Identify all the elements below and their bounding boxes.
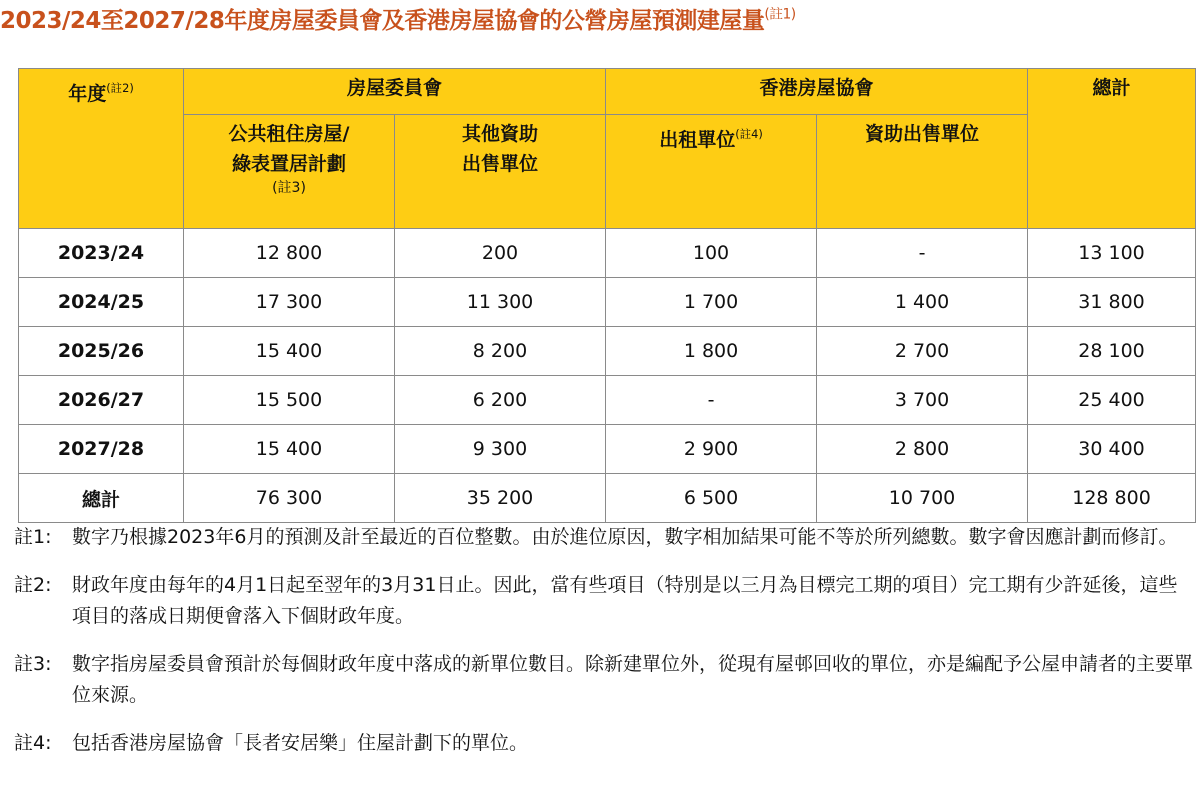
header-row-groups — [19, 69, 1196, 115]
cell-ha-sss: 8 200 — [395, 327, 606, 376]
footnote-label: 註2: — [14, 574, 52, 596]
cell-hs-sss: 1 400 — [817, 278, 1028, 327]
cell-hs-rental: - — [606, 376, 817, 425]
cell-ha-prh: 15 400 — [184, 425, 395, 474]
header-hs-sss: 資助出售單位 — [817, 115, 1028, 229]
header-hs-rental — [606, 115, 817, 229]
footnote-label: 註1: — [14, 526, 52, 548]
cell-hs-sss: 2 700 — [817, 327, 1028, 376]
cell-hs-sss: - — [817, 229, 1028, 278]
cell-year: 2024/25 — [19, 278, 184, 327]
header-year — [19, 69, 184, 229]
cell-ha-sss: 6 200 — [395, 376, 606, 425]
cell-ha-sss: 11 300 — [395, 278, 606, 327]
header-hs-rental-note: (註4) — [735, 127, 763, 141]
header-ha-other-line1: 其他資助 — [462, 123, 539, 145]
header-row-columns — [19, 115, 1196, 229]
table-row — [19, 229, 1196, 278]
header-ha-prh-line2: 綠表置居計劃 — [231, 153, 346, 175]
cell-total: 31 800 — [1028, 278, 1196, 327]
title-note-ref: (註1) — [764, 6, 796, 23]
header-year-note: (註2) — [106, 81, 134, 95]
footnote-text: 包括香港房屋協會「長者安居樂」住屋計劃下的單位。 — [72, 732, 529, 754]
cell-ha-sss: 200 — [395, 229, 606, 278]
cell-hs-sss: 10 700 — [817, 474, 1028, 523]
footnote-2 — [14, 570, 1194, 632]
cell-ha-sss: 9 300 — [395, 425, 606, 474]
cell-ha-prh: 12 800 — [184, 229, 395, 278]
cell-total: 128 800 — [1028, 474, 1196, 523]
footnotes — [14, 522, 1194, 776]
cell-hs-rental: 2 900 — [606, 425, 817, 474]
footnote-text: 財政年度由每年的4月1日起至翌年的3月31日止。因此，當有些項目（特別是以三月為目標完工期的項目）完工期有少許延後，這些項目的落成日期便會落入下個財政年度。 — [72, 574, 1178, 627]
footnote-text: 數字指房屋委員會預計於每個財政年度中落成的新單位數目。除新建單位外，從現有屋邨回收的單位，亦是編配予公屋申請者的主要單位來源。 — [72, 653, 1194, 706]
cell-total: 30 400 — [1028, 425, 1196, 474]
cell-total: 28 100 — [1028, 327, 1196, 376]
header-housing-authority: 房屋委員會 — [184, 69, 606, 115]
cell-ha-prh: 15 500 — [184, 376, 395, 425]
header-total: 總計 — [1028, 69, 1196, 229]
cell-ha-prh: 15 400 — [184, 327, 395, 376]
cell-hs-sss: 2 800 — [817, 425, 1028, 474]
header-hs-rental-label: 出租單位 — [659, 128, 736, 151]
cell-total: 13 100 — [1028, 229, 1196, 278]
cell-hs-rental: 1 700 — [606, 278, 817, 327]
cell-hs-rental: 1 800 — [606, 327, 817, 376]
header-ha-prh-line1: 公共租住房屋/ — [228, 123, 350, 145]
cell-hs-rental: 100 — [606, 229, 817, 278]
page-title — [0, 2, 796, 42]
cell-ha-sss: 35 200 — [395, 474, 606, 523]
cell-hs-rental: 6 500 — [606, 474, 817, 523]
cell-year: 2025/26 — [19, 327, 184, 376]
cell-year: 2026/27 — [19, 376, 184, 425]
header-ha-prh — [184, 115, 395, 229]
cell-ha-prh: 17 300 — [184, 278, 395, 327]
table-row — [19, 376, 1196, 425]
footnote-label: 註4: — [14, 732, 52, 754]
footnote-3 — [14, 649, 1194, 711]
table-row — [19, 278, 1196, 327]
page-title-text: 2023/24至2027/28年度房屋委員會及香港房屋協會的公營房屋預測建屋量 — [0, 8, 765, 34]
housing-production-table — [18, 68, 1196, 523]
footnote-label: 註3: — [14, 653, 52, 675]
header-ha-prh-note: (註3) — [272, 180, 306, 196]
table-row-total — [19, 474, 1196, 523]
footnote-4 — [14, 728, 1194, 759]
header-ha-other-sss — [395, 115, 606, 229]
cell-year: 2027/28 — [19, 425, 184, 474]
table-row — [19, 425, 1196, 474]
cell-ha-prh: 76 300 — [184, 474, 395, 523]
cell-year: 2023/24 — [19, 229, 184, 278]
header-year-label: 年度 — [68, 82, 107, 105]
footnote-1 — [14, 522, 1194, 553]
table-row — [19, 327, 1196, 376]
cell-hs-sss: 3 700 — [817, 376, 1028, 425]
header-housing-society: 香港房屋協會 — [606, 69, 1028, 115]
cell-year: 總計 — [19, 474, 184, 523]
header-ha-other-line2: 出售單位 — [462, 153, 539, 175]
cell-total: 25 400 — [1028, 376, 1196, 425]
footnote-text: 數字乃根據2023年6月的預測及計至最近的百位整數。由於進位原因，數字相加結果可能不等於所列總數。數字會因應計劃而修訂。 — [72, 526, 1178, 548]
